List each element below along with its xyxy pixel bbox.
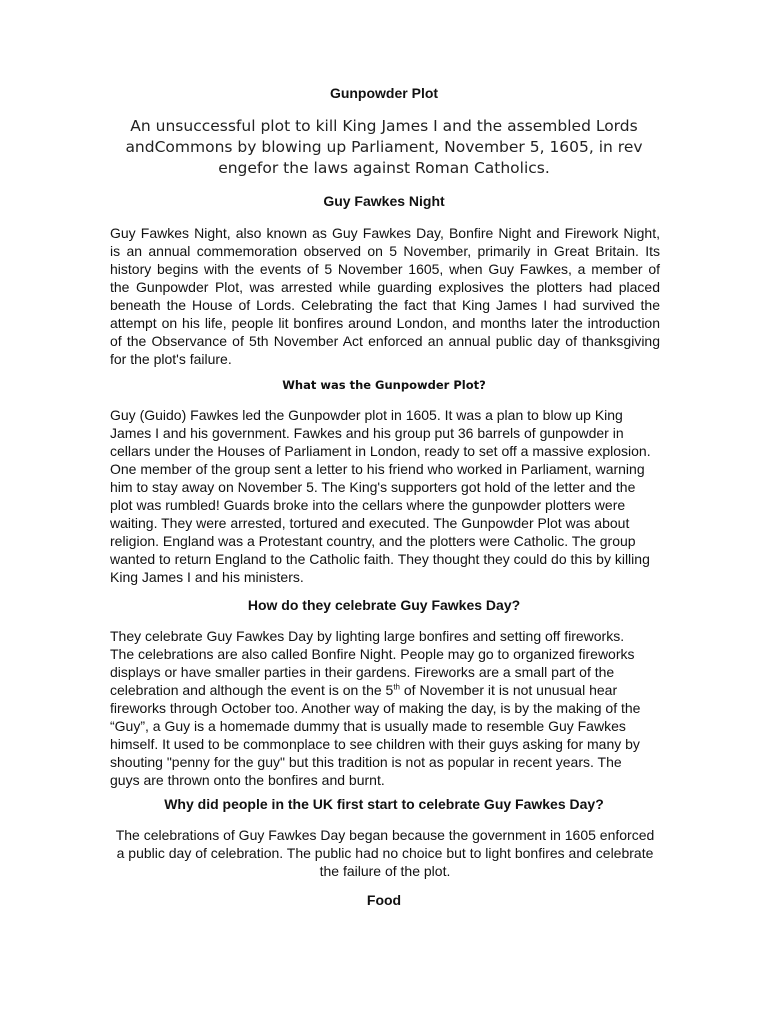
- paragraph-line: a public day of celebration. The public had no choice but to light bonfires and celebrate: [116, 845, 654, 861]
- paragraph-line: himself. It used to be commonplace to see children with their guys asking for many by: [110, 736, 640, 752]
- paragraph-line: attempt on his life, people lit bonfires around London, and months later the introduction: [110, 315, 660, 331]
- paragraph-line: Guy (Guido) Fawkes led the Gunpowder plot in 1605. It was a plan to blow up King: [110, 407, 623, 423]
- section-heading-why-celebrate: Why did people in the UK first start to celebrate Guy Fawkes Day?: [164, 796, 604, 812]
- paragraph-line: of the Observance of 5th November Act enforced an annual public day of thanksgiving: [110, 333, 660, 349]
- section-heading-food: Food: [366, 892, 402, 908]
- paragraph-line: “Guy”, a Guy is a homemade dummy that is usually made to resemble Guy Fawkes: [110, 718, 626, 734]
- paragraph-line: beneath the House of Lords. Celebrating the fact that King James I had survived the: [110, 297, 660, 313]
- paragraph-guy-fawkes-night: [110, 224, 660, 368]
- paragraph-line: plot was rumbled! Guards broke into the cellars where the gunpowder plotters were: [110, 497, 626, 513]
- section-heading-what-was-the-plot: What was the Gunpowder Plot?: [282, 378, 486, 392]
- paragraph-line: displays or have smaller parties in their gardens. Fireworks are a small part of the: [110, 664, 615, 680]
- line-segment: of November it is not unusual hear: [400, 682, 618, 698]
- section-heading-guy-fawkes-night: Guy Fawkes Night: [323, 193, 445, 209]
- paragraph-line: [110, 681, 660, 699]
- paragraph-line: the Gunpowder Plot, was arrested while guarding explosives the plotters had placed: [110, 279, 660, 295]
- paragraph-line: shouting "penny for the guy" but this tradition is not as popular in recent years. The: [110, 754, 622, 770]
- paragraph-line: James I and his government. Fawkes and his group put 36 barrels of gunpowder in: [110, 425, 624, 441]
- paragraph-line: King James I and his ministers.: [110, 569, 304, 585]
- ordinal-superscript: th: [393, 682, 400, 692]
- paragraph-why-celebrate: [110, 826, 660, 880]
- paragraph-line: is an annual commemoration observed on 5 November, primarily in Great Britain. Its: [110, 243, 660, 259]
- paragraph-line: The celebrations are also called Bonfire Night. People may go to organized fireworks: [110, 646, 635, 662]
- line-segment: celebration and although the event is on the 5: [110, 682, 394, 698]
- paragraph-line: fireworks through October too. Another way of making the day, is by the making of the: [110, 700, 641, 716]
- subtitle-line: engefor the laws against Roman Catholics.: [218, 159, 550, 177]
- document-title: Gunpowder Plot: [329, 85, 439, 101]
- paragraph-line: cellars under the Houses of Parliament in London, ready to set off a massive explosion.: [110, 443, 651, 459]
- paragraph-line: for the plot's failure.: [110, 351, 232, 367]
- paragraph-how-celebrate: [110, 627, 660, 789]
- paragraph-line: guys are thrown onto the bonfires and burnt.: [110, 772, 385, 788]
- paragraph-line: wanted to return England to the Catholic faith. They thought they could do this by killing: [110, 551, 650, 567]
- paragraph-line: religion. England was a Protestant country, and the plotters were Catholic. The group: [110, 533, 636, 549]
- paragraph-line: Guy Fawkes Night, also known as Guy Fawkes Day, Bonfire Night and Firework Night,: [110, 225, 660, 241]
- paragraph-line: waiting. They were arrested, tortured and executed. The Gunpowder Plot was about: [110, 515, 630, 531]
- paragraph-what-was-the-plot: [110, 406, 660, 586]
- paragraph-line: history begins with the events of 5 November 1605, when Guy Fawkes, a member of: [110, 261, 660, 277]
- paragraph-line: the failure of the plot.: [319, 863, 451, 879]
- subtitle-line: An unsuccessful plot to kill King James I and the assembled Lords: [130, 117, 638, 135]
- section-heading-how-celebrate: How do they celebrate Guy Fawkes Day?: [247, 597, 521, 613]
- paragraph-line: The celebrations of Guy Fawkes Day began because the government in 1605 enforced: [115, 827, 655, 843]
- subtitle-line: andCommons by blowing up Parliament, November 5, 1605, in rev: [125, 138, 643, 156]
- subtitle: [100, 116, 668, 179]
- paragraph-line: They celebrate Guy Fawkes Day by lighting large bonfires and setting off fireworks.: [110, 628, 625, 644]
- paragraph-line: One member of the group sent a letter to his friend who worked in Parliament, warning: [110, 461, 645, 477]
- paragraph-line: him to stay away on November 5. The King's supporters got hold of the letter and the: [110, 479, 636, 495]
